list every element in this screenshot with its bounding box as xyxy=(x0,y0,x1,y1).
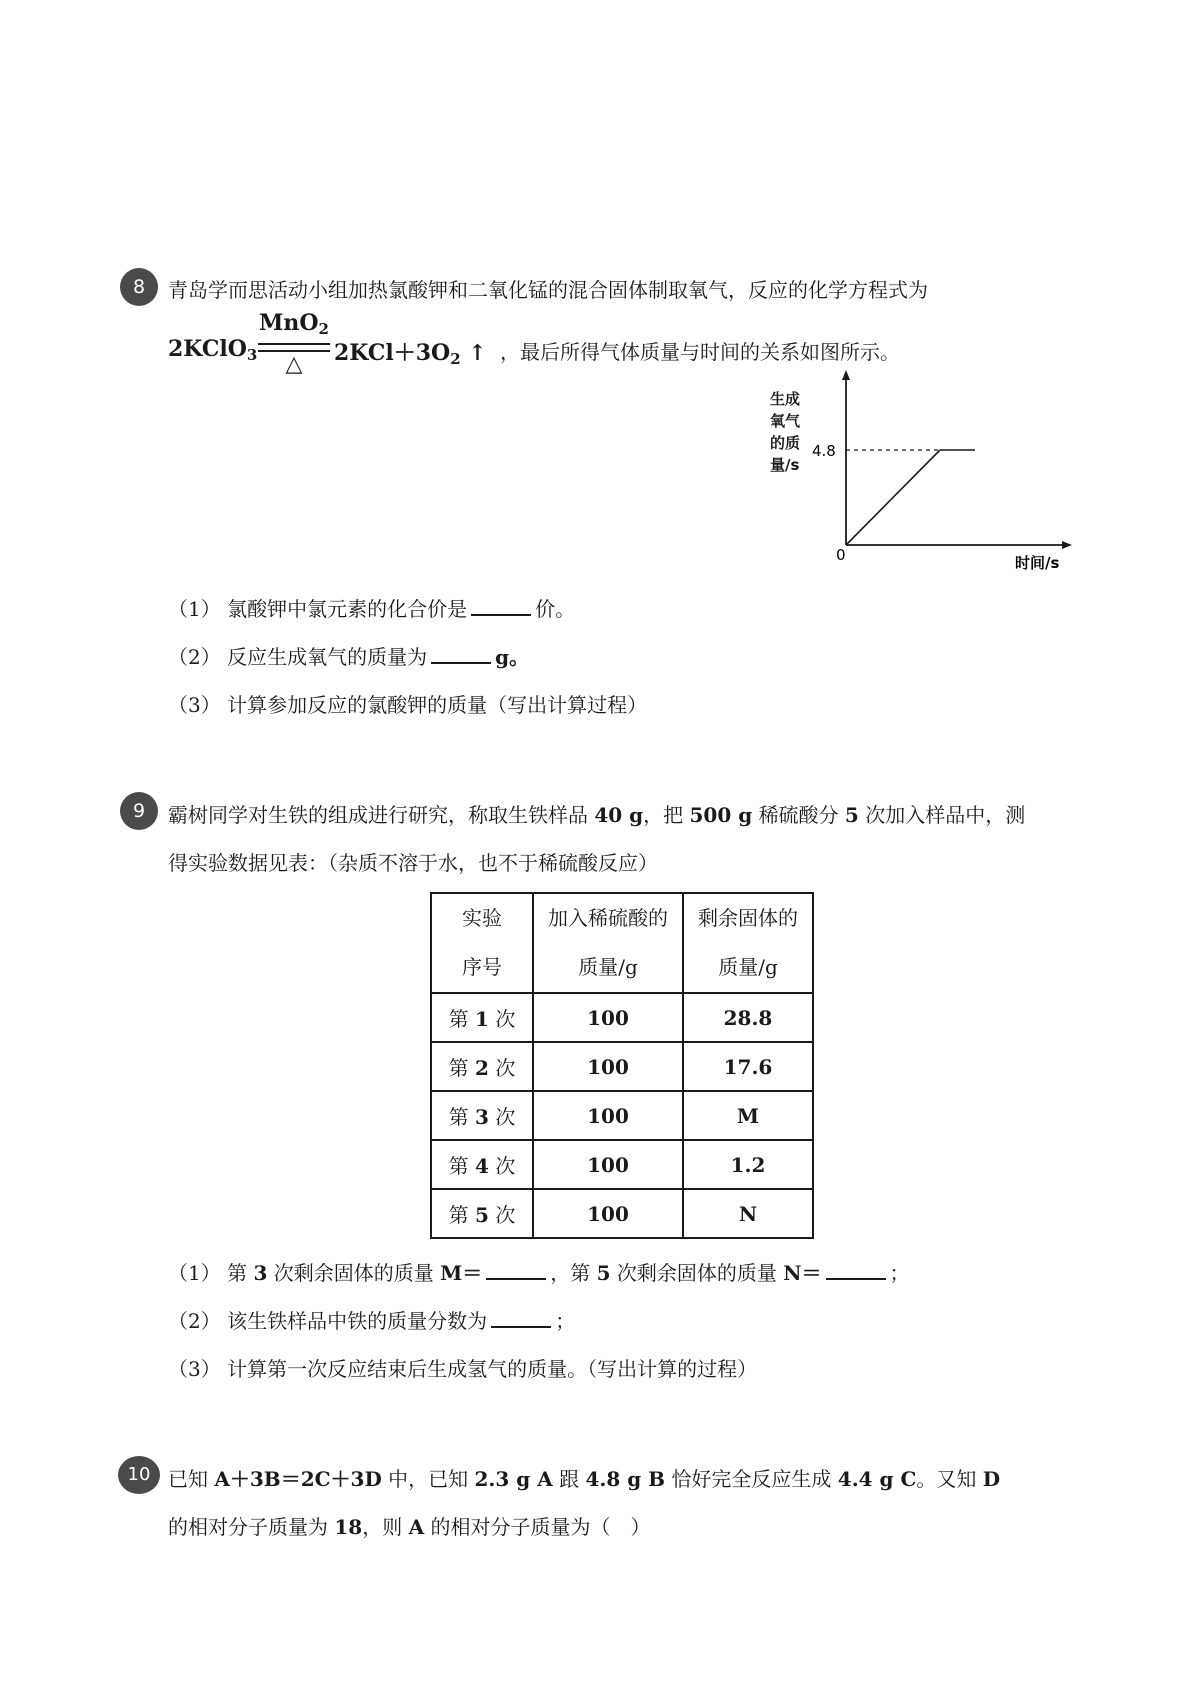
q10-stem: 已知 A＋3B＝2C＋3D 中，已知 2.3 g A 跟 4.8 g B 恰好完全反应生成 4.4 g C。又知 D xyxy=(168,1467,1001,1491)
solid-mass-cell: M xyxy=(683,1091,813,1140)
experiment-data-table xyxy=(430,892,814,1239)
question-number-badge: 10 xyxy=(118,1456,160,1494)
equation-reactant: 2KClO$_3$ xyxy=(168,336,258,364)
acid-mass-cell: 100 xyxy=(533,1140,683,1189)
q10-stem-line2: 的相对分子质量为 18，则 A 的相对分子质量为（ ） xyxy=(168,1515,651,1539)
chart-x-axis-arrow xyxy=(1062,541,1072,549)
equation-products: $2KCl+3O_2$ ↑ xyxy=(334,340,487,368)
gas-arrow-icon: ↑ xyxy=(468,340,487,366)
solid-mass-cell: N xyxy=(683,1189,813,1238)
equation-double-line xyxy=(258,343,330,345)
table-row xyxy=(431,1140,813,1189)
acid-mass-cell: 100 xyxy=(533,993,683,1042)
q9-sub3: （3） 计算第一次反应结束后生成氢气的质量。（写出计算的过程） xyxy=(168,1357,758,1381)
q8-intro: 青岛学而思活动小组加热氯酸钾和二氧化锰的混合固体制取氧气，反应的化学方程式为 xyxy=(168,278,928,302)
q8-sub3: （3） 计算参加反应的氯酸钾的质量（写出计算过程） xyxy=(168,693,648,717)
chart-x-axis-label: 时间/s xyxy=(1015,554,1060,570)
q9-intro: 霸树同学对生铁的组成进行研究，称取生铁样品 40 g，把 500 g 稀硫酸分 5 次加入样品中，测 xyxy=(168,803,1026,827)
q9-sub1: （1） 第 3 次剩余固体的质量 M＝ ，第 5 次剩余固体的质量 N＝ ； xyxy=(168,1261,910,1285)
chart-origin-label: 0 xyxy=(836,546,846,564)
chart-y-axis-label: 生成 氧气 的质 量/s xyxy=(770,390,801,474)
answer-blank[interactable] xyxy=(471,596,531,616)
table-header-row xyxy=(431,893,813,993)
answer-blank[interactable] xyxy=(491,1308,551,1328)
chart-y-axis-arrow xyxy=(842,370,850,380)
acid-mass-cell: 100 xyxy=(533,1042,683,1091)
answer-blank[interactable] xyxy=(431,644,491,664)
q8-sub1: （1） 氯酸钾中氯元素的化合价是 价。 xyxy=(168,597,576,621)
q8-sub2: （2） 反应生成氧气的质量为 g。 xyxy=(168,645,530,669)
acid-mass-cell: 100 xyxy=(533,1189,683,1238)
chart-y-tick-label: 4.8 xyxy=(812,442,836,460)
solid-mass-cell: 17.6 xyxy=(683,1042,813,1091)
trial-cell: 第 4 次 xyxy=(431,1140,533,1189)
oxygen-mass-chart xyxy=(760,370,1080,570)
table-row xyxy=(431,1091,813,1140)
chart-plot xyxy=(760,370,1080,570)
trial-cell: 第 5 次 xyxy=(431,1189,533,1238)
table-row xyxy=(431,1189,813,1238)
table-header-cell: 加入稀硫酸的 质量/g xyxy=(533,893,683,993)
solid-mass-cell: 1.2 xyxy=(683,1140,813,1189)
acid-mass-cell: 100 xyxy=(533,1091,683,1140)
q8-intro-continued: ，最后所得气体质量与时间的关系如图所示。 xyxy=(500,340,900,364)
trial-cell: 第 1 次 xyxy=(431,993,533,1042)
table-row xyxy=(431,993,813,1042)
trial-cell: 第 3 次 xyxy=(431,1091,533,1140)
table-header-cell: 剩余固体的 质量/g xyxy=(683,893,813,993)
chart-rising-line xyxy=(846,450,940,545)
equation-heat-symbol: △ xyxy=(285,352,303,377)
answer-blank-n[interactable] xyxy=(826,1260,886,1280)
table-row xyxy=(431,1042,813,1091)
q9-intro-line2: 得实验数据见表：（杂质不溶于水，也不于稀硫酸反应） xyxy=(168,851,658,875)
equation-catalyst: MnO$_2$ xyxy=(259,310,329,338)
question-number-badge: 9 xyxy=(120,792,158,830)
table-header-cell: 实验 序号 xyxy=(431,893,533,993)
question-number-badge: 8 xyxy=(120,268,158,306)
answer-blank-m[interactable] xyxy=(486,1260,546,1280)
q9-sub2: （2） 该生铁样品中铁的质量分数为 ； xyxy=(168,1309,576,1333)
solid-mass-cell: 28.8 xyxy=(683,993,813,1042)
trial-cell: 第 2 次 xyxy=(431,1042,533,1091)
